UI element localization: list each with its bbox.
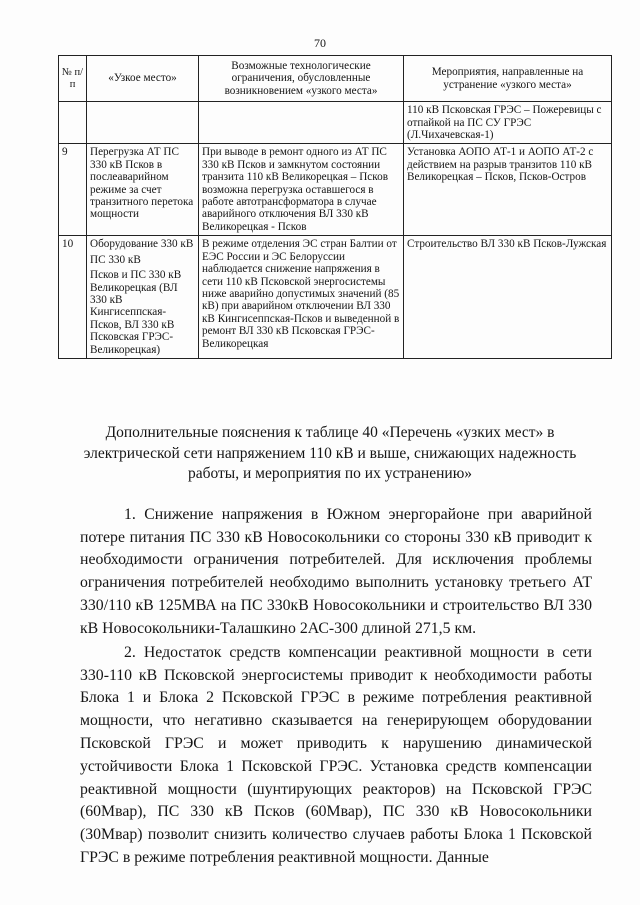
cell-num [59,102,87,144]
cell-line: Оборудование 330 кВ [90,238,194,251]
paragraph-1: 1. Снижение напряжения в Южном энергорайоне при аварийной потере питания ПС 330 кВ Новосокольники со стороны 330 кВ приводит к необходимости ограничения потребителей. Для исключения проблемы ограничения потребителей необходимо выполнить установку третьего АТ 330/110 кВ 125МВА на ПС 330кВ Новосокольники и строительство ВЛ 330 кВ Новосокольники-Талашкино 2АС-300 длиной 271,5 км. [80,505,592,637]
table-row [59,144,612,236]
cell-num: 9 [59,144,87,236]
cell-measures: 110 кВ Псковская ГРЭС – Пожеревицы с отпайкой на ПС СУ ГРЭС (Л.Чихачевская-1) [404,102,612,144]
cell-limits: При выводе в ремонт одного из АТ ПС 330 кВ Псков и замкнутом состоянии транзита 110 кВ Великорецкая – Псков возможна перегрузка оставшегося в работе автотрансформатора в случае аварийного отключения ВЛ 330 кВ Великорецкая - Псков [199,144,404,236]
cell-bottleneck: Перегрузка АТ ПС 330 кВ Псков в послеаварийном режиме за счет транзитного перетока мощности [87,144,199,236]
header-limits: Возможные технологические ограничения, обусловленные возникновением «узкого места» [199,56,404,102]
cell-measures: Строительство ВЛ 330 кВ Псков-Лужская [404,236,612,359]
paragraph-2: 2. Недостаток средств компенсации реактивной мощности в сети 330-110 кВ Псковской энергосистемы приводит к необходимости работы Блока 1 и Блока 2 Псковской ГРЭС в режиме потребления реактивной мощности, что негативно сказывается на генерирующем оборудовании Псковской ГРЭС и может приводить к нарушению динамической устойчивости Блока 1 Псковской ГРЭС. Установка средств компенсации реактивной мощности (шунтирующих реакторов) на Псковской ГРЭС (60Мвар), ПС 330 кВ Псков (60Мвар), ПС 330 кВ Новосокольники (30Мвар) позволит снизить количество случаев работы Блока 1 Псковской ГРЭС в режиме потребления реактивной мощности. Данные [80,643,592,866]
table-header-row [59,56,612,102]
cell-num: 10 [59,236,87,359]
cell-bottleneck [87,236,199,359]
bottleneck-table [58,55,612,359]
page-number: 70 [314,36,326,50]
table-row [59,102,612,144]
cell-limits [199,102,404,144]
header-measures: Мероприятия, направленные на устранение «узкого места» [404,56,612,102]
table-row [59,236,612,359]
cell-line: Псков и ПС 330 кВ Великорецкая (ВЛ 330 кВ Кингисеппская-Псков, ВЛ 330 кВ Псковская ГРЭС-Великорецкая) [90,269,182,356]
header-bottleneck: «Узкое место» [87,56,199,102]
header-num: № п/п [59,56,87,102]
cell-measures: Установка АОПО АТ-1 и АОПО АТ-2 с действием на разрыв транзитов 110 кВ Великорецкая – Псков, Псков-Остров [404,144,612,236]
section-heading: Дополнительные пояснения к таблице 40 «Перечень «узких мест» в электрической сети напряжением 110 кВ и выше, снижающих надежность работы, и мероприятия по их устранению» [83,424,577,482]
cell-line: ПС 330 кВ [90,253,141,266]
cell-limits: В режиме отделения ЭС стран Балтии от ЕЭС России и ЭС Белоруссии наблюдается снижение напряжения в сети 110 кВ Псковской энергосистемы ниже аварийно допустимых значений (85 кВ) при аварийном отключении ВЛ 330 кВ Кингисеппская-Псков и выведенной в ремонт ВЛ 330 кВ Псковская ГРЭС-Великорецкая [199,236,404,359]
cell-bottleneck [87,102,199,144]
